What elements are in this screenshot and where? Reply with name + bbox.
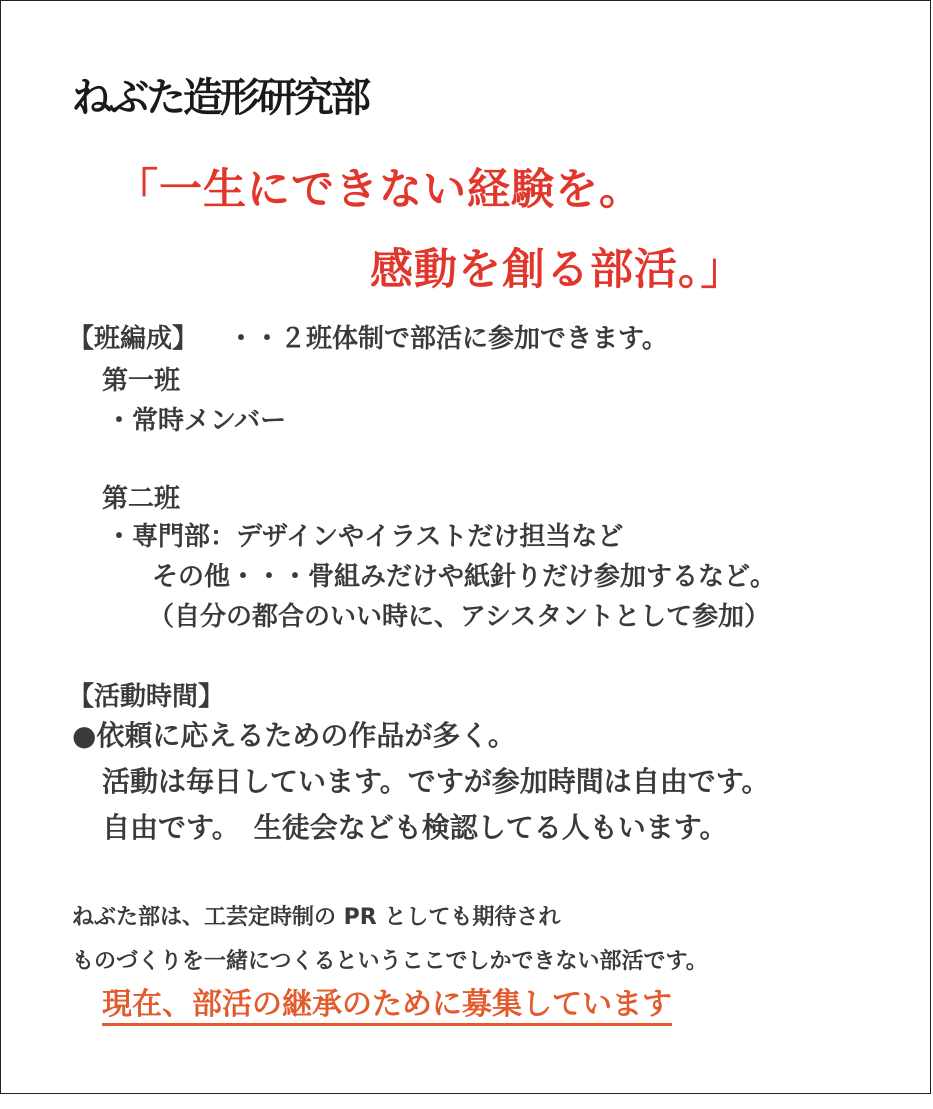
activity-line-2: 活動は毎日しています。ですが参加時間は自由です。 (102, 765, 770, 798)
activity-heading: 【活動時間】 (68, 682, 225, 712)
activity-line-1: ●依頼に応えるための作品が多く。 (72, 719, 516, 752)
group-2-item-3: （自分の都合のいい時に、アシスタントとして参加） (148, 602, 771, 632)
closing-line-1: ねぶた部は、工芸定時制の PR としても期待され (72, 905, 561, 930)
closing-line-2: ものづくりを一緒につくるというここでしかできない部活です。 (72, 949, 708, 974)
club-title: ねぶた造形研究部 (72, 75, 368, 121)
activity-line-3: 自由です。 生徒会なども検認してる人もいます。 (102, 811, 728, 844)
slogan-line-2: 感動を創る部活。」 (370, 245, 745, 295)
group-intro: ・・２班体制で部活に参加できます。 (228, 324, 668, 354)
slogan-line-1: 「一生にできない経験を。 (115, 165, 643, 215)
group-1-item: ・常時メンバー (106, 406, 287, 436)
group-heading: 【班編成】 (68, 324, 199, 354)
recruit-notice: 現在、部活の継承のために募集しています (102, 988, 672, 1026)
group-2-item-1: ・専門部：デザインやイラストだけ担当など (106, 522, 624, 552)
group-1-name: 第一班 (102, 366, 181, 396)
group-2-name: 第二班 (102, 484, 181, 514)
group-2-item-2: その他・・・骨組みだけや紙針りだけ参加するなど。 (152, 562, 777, 592)
